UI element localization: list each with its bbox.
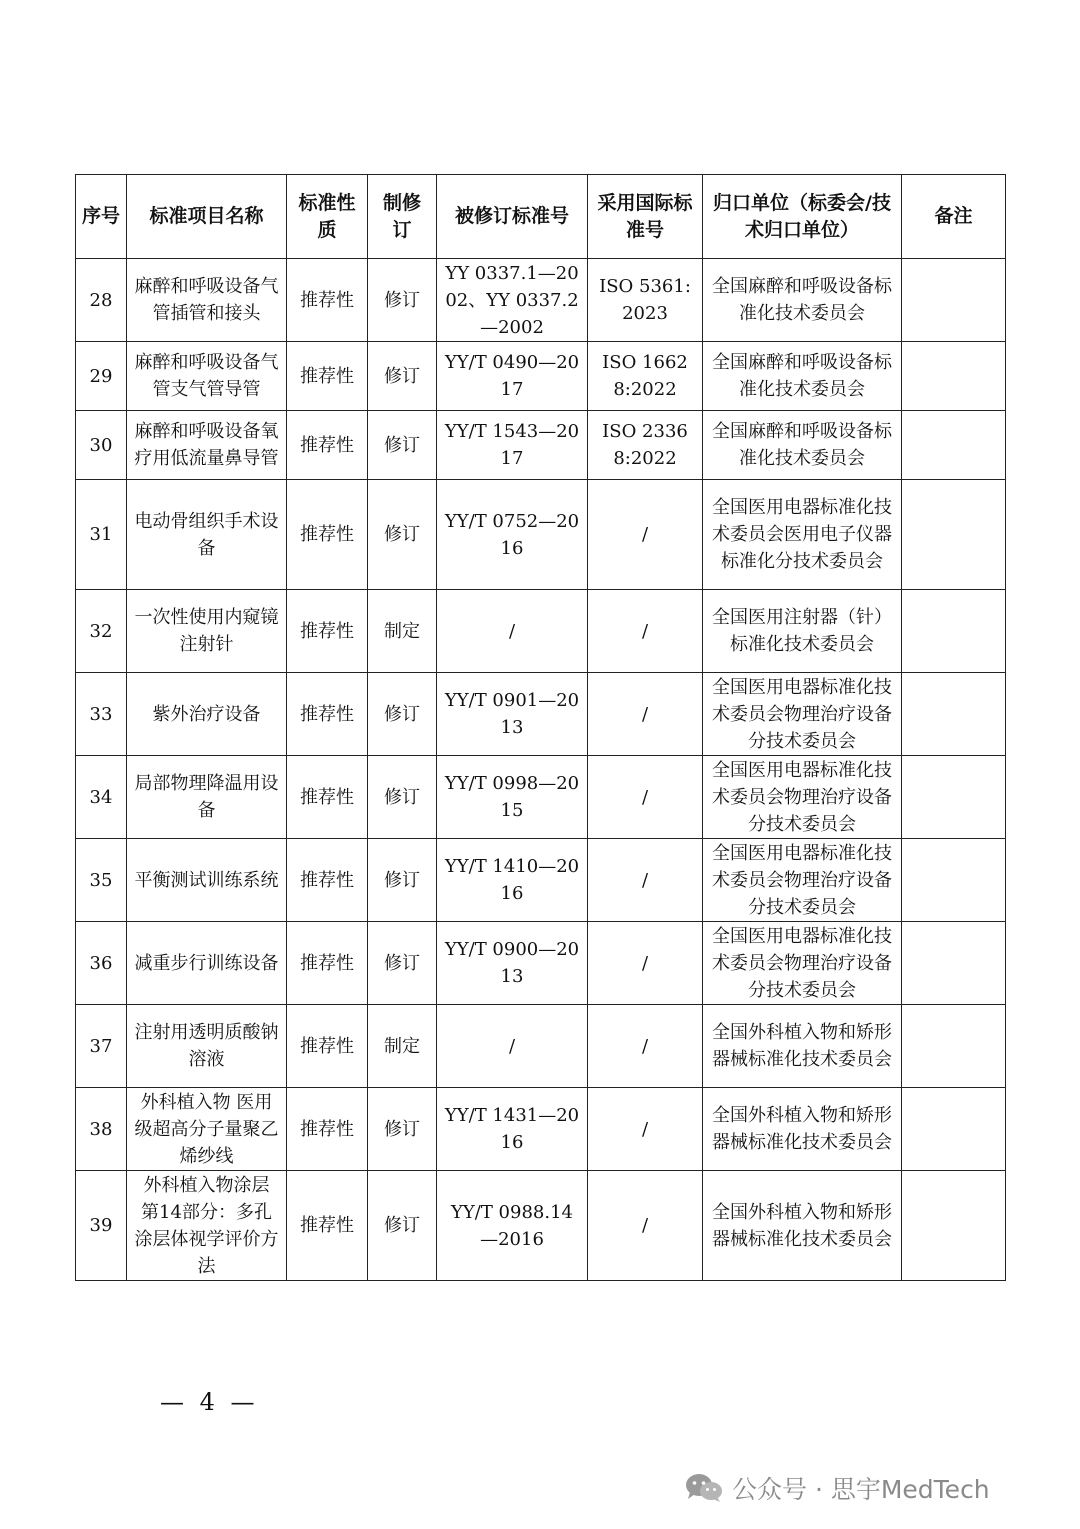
row-number-cell: 37 xyxy=(76,1005,127,1088)
table-row xyxy=(76,411,1006,480)
standard-name-cell: 麻醉和呼吸设备氧疗用低流量鼻导管 xyxy=(127,411,287,480)
responsible-unit-cell: 全国麻醉和呼吸设备标准化技术委员会 xyxy=(703,259,902,342)
standard-nature-cell: 推荐性 xyxy=(287,480,368,590)
standard-name-cell: 电动骨组织手术设备 xyxy=(127,480,287,590)
standard-name-cell: 减重步行训练设备 xyxy=(127,922,287,1005)
international-standard-number-cell: / xyxy=(588,1171,703,1281)
responsible-unit-cell: 全国外科植入物和矫形器械标准化技术委员会 xyxy=(703,1171,902,1281)
revision-type-cell: 修订 xyxy=(368,673,437,756)
responsible-unit-cell: 全国医用注射器（针）标准化技术委员会 xyxy=(703,590,902,673)
table-row xyxy=(76,1171,1006,1281)
international-standard-number-cell: ISO 5361:2023 xyxy=(588,259,703,342)
standard-name-cell: 外科植入物 医用级超高分子量聚乙烯纱线 xyxy=(127,1088,287,1171)
revised-standard-number-cell: YY/T 0752—2016 xyxy=(437,480,588,590)
revised-standard-number-cell: YY/T 0988.14—2016 xyxy=(437,1171,588,1281)
table-row xyxy=(76,480,1006,590)
page-number: — 4 — xyxy=(160,1388,259,1416)
standard-name-cell: 平衡测试训练系统 xyxy=(127,839,287,922)
revised-standard-number-cell: YY/T 1543—2017 xyxy=(437,411,588,480)
responsible-unit-cell: 全国医用电器标准化技术委员会物理治疗设备分技术委员会 xyxy=(703,922,902,1005)
watermark-text: 公众号 · 思宇MedTech xyxy=(732,1475,990,1504)
header-cell: 备注 xyxy=(902,175,1006,259)
row-number-cell: 33 xyxy=(76,673,127,756)
standard-name-cell: 局部物理降温用设备 xyxy=(127,756,287,839)
row-number-cell: 38 xyxy=(76,1088,127,1171)
remarks-cell xyxy=(902,411,1006,480)
row-number-cell: 39 xyxy=(76,1171,127,1281)
international-standard-number-cell: / xyxy=(588,480,703,590)
standard-name-cell: 紫外治疗设备 xyxy=(127,673,287,756)
remarks-cell xyxy=(902,342,1006,411)
responsible-unit-cell: 全国麻醉和呼吸设备标准化技术委员会 xyxy=(703,342,902,411)
row-number-cell: 32 xyxy=(76,590,127,673)
revised-standard-number-cell: / xyxy=(437,590,588,673)
revised-standard-number-cell: YY/T 0998—2015 xyxy=(437,756,588,839)
revised-standard-number-cell: YY/T 0900—2013 xyxy=(437,922,588,1005)
table-row xyxy=(76,673,1006,756)
revision-type-cell: 修订 xyxy=(368,342,437,411)
revised-standard-number-cell: YY/T 0901—2013 xyxy=(437,673,588,756)
revision-type-cell: 修订 xyxy=(368,259,437,342)
revision-type-cell: 修订 xyxy=(368,411,437,480)
row-number-cell: 29 xyxy=(76,342,127,411)
revision-type-cell: 修订 xyxy=(368,756,437,839)
remarks-cell xyxy=(902,480,1006,590)
standard-nature-cell: 推荐性 xyxy=(287,1171,368,1281)
revised-standard-number-cell: YY/T 0490—2017 xyxy=(437,342,588,411)
row-number-cell: 28 xyxy=(76,259,127,342)
table-row xyxy=(76,756,1006,839)
remarks-cell xyxy=(902,839,1006,922)
international-standard-number-cell: ISO 16628:2022 xyxy=(588,342,703,411)
row-number-cell: 36 xyxy=(76,922,127,1005)
revised-standard-number-cell: YY 0337.1—2002、YY 0337.2—2002 xyxy=(437,259,588,342)
standard-nature-cell: 推荐性 xyxy=(287,673,368,756)
remarks-cell xyxy=(902,1088,1006,1171)
responsible-unit-cell: 全国医用电器标准化技术委员会物理治疗设备分技术委员会 xyxy=(703,673,902,756)
standard-nature-cell: 推荐性 xyxy=(287,1005,368,1088)
standard-nature-cell: 推荐性 xyxy=(287,756,368,839)
revision-type-cell: 修订 xyxy=(368,1088,437,1171)
table-row xyxy=(76,1088,1006,1171)
standard-nature-cell: 推荐性 xyxy=(287,1088,368,1171)
standard-nature-cell: 推荐性 xyxy=(287,922,368,1005)
revised-standard-number-cell: YY/T 1431—2016 xyxy=(437,1088,588,1171)
row-number-cell: 31 xyxy=(76,480,127,590)
revision-type-cell: 修订 xyxy=(368,480,437,590)
international-standard-number-cell: / xyxy=(588,756,703,839)
row-number-cell: 35 xyxy=(76,839,127,922)
standard-name-cell: 外科植入物涂层 第14部分：多孔涂层体视学评价方法 xyxy=(127,1171,287,1281)
remarks-cell xyxy=(902,1171,1006,1281)
remarks-cell xyxy=(902,1005,1006,1088)
revision-type-cell: 制定 xyxy=(368,1005,437,1088)
international-standard-number-cell: / xyxy=(588,839,703,922)
international-standard-number-cell: / xyxy=(588,1088,703,1171)
table-row xyxy=(76,259,1006,342)
standard-name-cell: 麻醉和呼吸设备气管支气管导管 xyxy=(127,342,287,411)
remarks-cell xyxy=(902,922,1006,1005)
header-cell: 标准性质 xyxy=(287,175,368,259)
standard-nature-cell: 推荐性 xyxy=(287,839,368,922)
table-header-row xyxy=(76,175,1006,259)
international-standard-number-cell: / xyxy=(588,673,703,756)
table-row xyxy=(76,590,1006,673)
table-row xyxy=(76,922,1006,1005)
table-row xyxy=(76,342,1006,411)
responsible-unit-cell: 全国医用电器标准化技术委员会物理治疗设备分技术委员会 xyxy=(703,756,902,839)
standards-table xyxy=(75,174,1006,1281)
header-cell: 标准项目名称 xyxy=(127,175,287,259)
standard-nature-cell: 推荐性 xyxy=(287,411,368,480)
international-standard-number-cell: / xyxy=(588,590,703,673)
revised-standard-number-cell: / xyxy=(437,1005,588,1088)
watermark xyxy=(684,1470,990,1506)
row-number-cell: 30 xyxy=(76,411,127,480)
revision-type-cell: 修订 xyxy=(368,1171,437,1281)
header-cell: 归口单位（标委会/技术归口单位） xyxy=(703,175,902,259)
revision-type-cell: 制定 xyxy=(368,590,437,673)
standard-nature-cell: 推荐性 xyxy=(287,590,368,673)
header-cell: 制修订 xyxy=(368,175,437,259)
remarks-cell xyxy=(902,259,1006,342)
responsible-unit-cell: 全国医用电器标准化技术委员会物理治疗设备分技术委员会 xyxy=(703,839,902,922)
revision-type-cell: 修订 xyxy=(368,922,437,1005)
header-cell: 序号 xyxy=(76,175,127,259)
remarks-cell xyxy=(902,590,1006,673)
row-number-cell: 34 xyxy=(76,756,127,839)
header-cell: 采用国际标准号 xyxy=(588,175,703,259)
standard-nature-cell: 推荐性 xyxy=(287,259,368,342)
revision-type-cell: 修订 xyxy=(368,839,437,922)
international-standard-number-cell: / xyxy=(588,1005,703,1088)
remarks-cell xyxy=(902,673,1006,756)
remarks-cell xyxy=(902,756,1006,839)
wechat-icon xyxy=(684,1472,724,1504)
table-row xyxy=(76,839,1006,922)
revised-standard-number-cell: YY/T 1410—2016 xyxy=(437,839,588,922)
header-cell: 被修订标准号 xyxy=(437,175,588,259)
standard-name-cell: 注射用透明质酸钠溶液 xyxy=(127,1005,287,1088)
standard-nature-cell: 推荐性 xyxy=(287,342,368,411)
standard-name-cell: 麻醉和呼吸设备气管插管和接头 xyxy=(127,259,287,342)
responsible-unit-cell: 全国麻醉和呼吸设备标准化技术委员会 xyxy=(703,411,902,480)
responsible-unit-cell: 全国外科植入物和矫形器械标准化技术委员会 xyxy=(703,1005,902,1088)
standard-name-cell: 一次性使用内窥镜注射针 xyxy=(127,590,287,673)
international-standard-number-cell: / xyxy=(588,922,703,1005)
table-row xyxy=(76,1005,1006,1088)
responsible-unit-cell: 全国外科植入物和矫形器械标准化技术委员会 xyxy=(703,1088,902,1171)
international-standard-number-cell: ISO 23368:2022 xyxy=(588,411,703,480)
responsible-unit-cell: 全国医用电器标准化技术委员会医用电子仪器标准化分技术委员会 xyxy=(703,480,902,590)
